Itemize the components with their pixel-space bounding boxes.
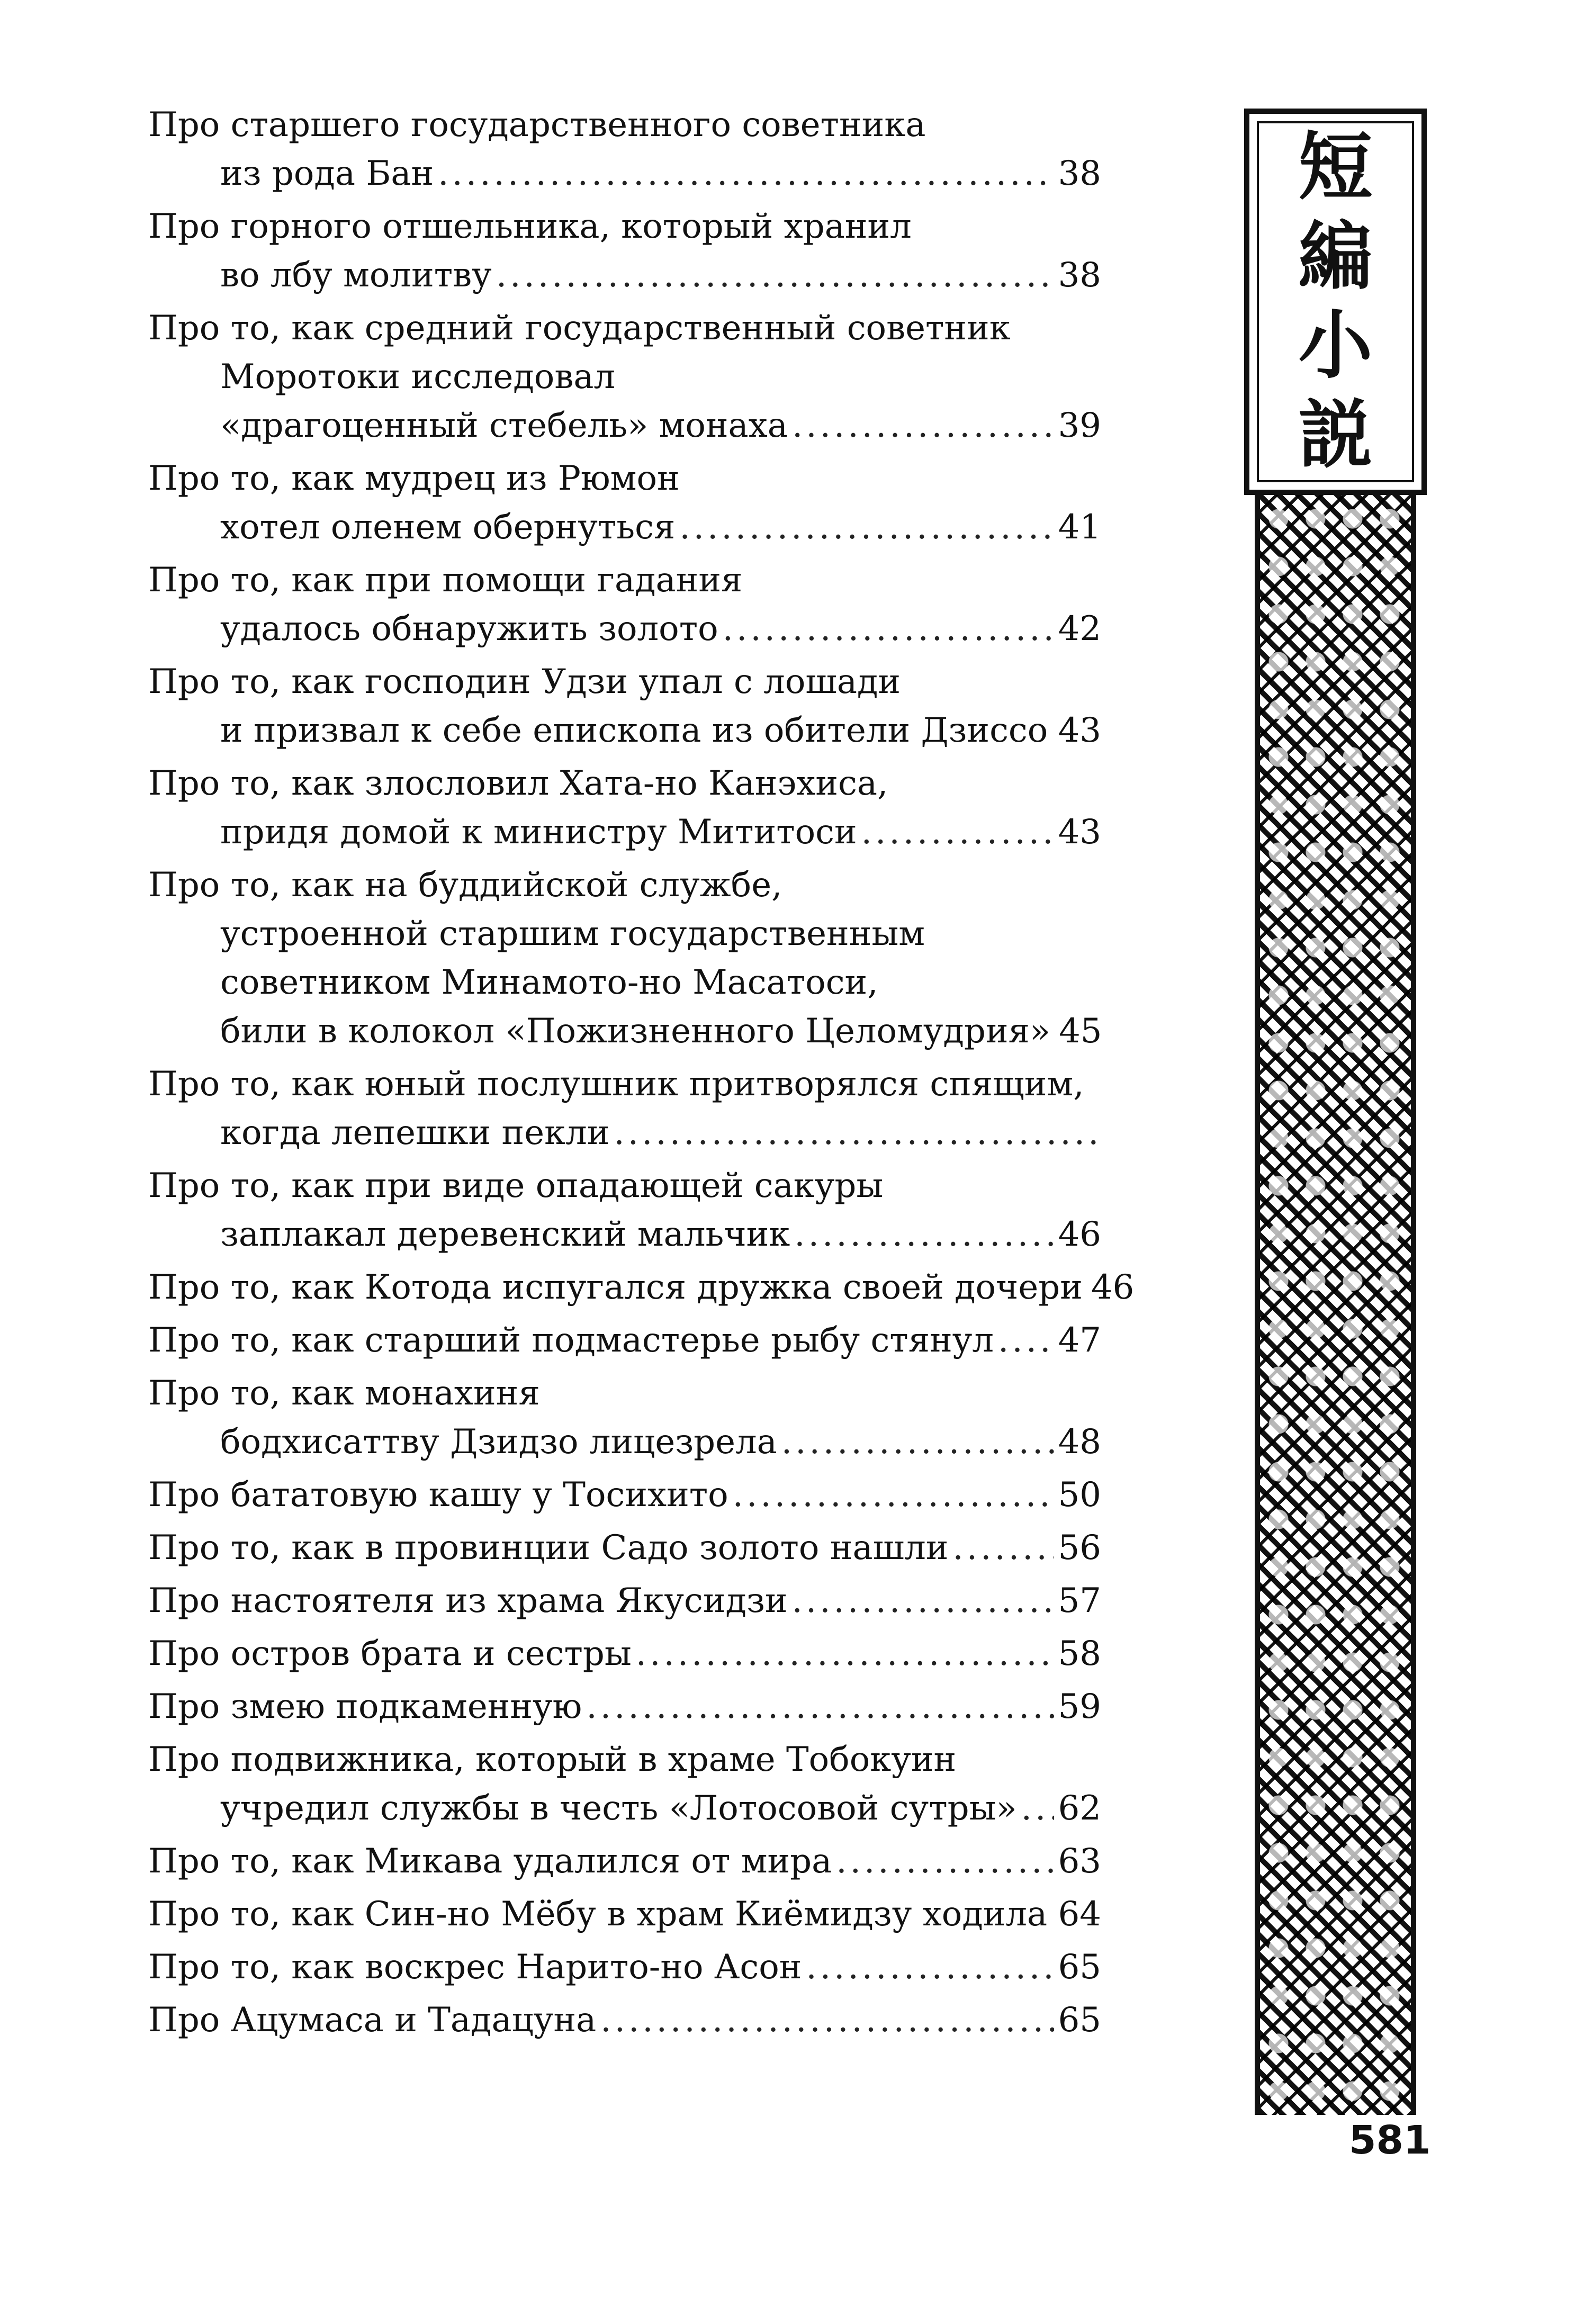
toc-entry-page: 38 (1058, 154, 1101, 193)
dot-leader (1021, 1784, 1054, 1833)
toc-entry-title-line (148, 1682, 1101, 1731)
toc-entry (148, 657, 1101, 755)
toc-entry-text: Про то, как господин Удзи упал с лошади (148, 662, 901, 701)
dot-leader (998, 1316, 1054, 1365)
table-of-contents (148, 101, 1135, 2044)
toc-entry-title-line (148, 304, 1101, 353)
toc-entry (148, 1060, 1101, 1157)
toc-entry-text: придя домой к министру Мититоси (220, 813, 857, 852)
toc-entry-text: Про то, как на буддийской службе, (148, 866, 782, 905)
toc-entry (148, 1577, 1101, 1625)
toc-entry-text: устроенной старшим государственным (220, 914, 925, 953)
toc-entry (148, 556, 1101, 653)
toc-entry (148, 1316, 1101, 1365)
toc-entry-text: учредил службы в честь «Лотосовой сутры» (220, 1789, 1017, 1828)
toc-entry-text: из рода Бан (220, 154, 434, 193)
toc-entry-continuation-line (148, 503, 1101, 552)
toc-entry-title-line (148, 1316, 1101, 1365)
toc-entry-text: Про то, как старший подмастерье рыбу стянул (148, 1321, 994, 1360)
dot-leader (781, 1418, 1054, 1466)
dot-leader (861, 808, 1054, 857)
toc-entry-page: 65 (1058, 1948, 1101, 1987)
toc-entry-continuation-line (148, 1418, 1101, 1466)
toc-entry-title-line (148, 1060, 1101, 1109)
toc-entry-continuation-line (148, 401, 1101, 450)
dot-leader (636, 1629, 1054, 1678)
toc-entry-title-line (148, 101, 1101, 149)
toc-entry-continuation-line (148, 251, 1101, 300)
toc-entry-text: Про то, как монахиня (148, 1374, 540, 1413)
toc-entry-text: били в колокол «Пожизненного Целомудрия» (220, 1012, 1051, 1051)
toc-entry-title-line (148, 1161, 1101, 1210)
toc-entry-title-line (148, 1996, 1101, 2044)
toc-entry (148, 1524, 1101, 1572)
toc-entry-title-line (148, 1524, 1101, 1572)
toc-entry-text: «драгоценный стебель» монаха (220, 406, 788, 445)
toc-entry (148, 454, 1101, 552)
toc-entry-title-line (148, 454, 1101, 503)
banner-title-inner (1257, 121, 1414, 482)
toc-entry-page: 58 (1058, 1634, 1101, 1673)
toc-entry-continuation-line (148, 1007, 1101, 1056)
toc-entry-page: 47 (1058, 1321, 1101, 1360)
toc-entry-title-line (148, 1577, 1101, 1625)
toc-entry (148, 1735, 1101, 1833)
toc-entry-title-line (148, 1735, 1101, 1784)
toc-entry-text: Про бататовую кашу у Тосихито (148, 1475, 728, 1515)
toc-entry (148, 1369, 1101, 1466)
banner-glyph: 短 (1298, 124, 1373, 211)
toc-entry (148, 861, 1101, 1056)
toc-entry-page: 50 (1058, 1475, 1101, 1515)
toc-entry-page: 38 (1058, 256, 1101, 295)
toc-entry-text: бодхисаттву Дзидзо лицезрела (220, 1422, 777, 1462)
toc-entry-text: Про то, как при помощи гадания (148, 561, 743, 600)
toc-entry-text: Про то, как мудрец из Рюмон (148, 459, 680, 498)
toc-entry-text: удалось обнаружить золото (220, 609, 718, 648)
toc-entry-page: 62 (1058, 1789, 1101, 1828)
toc-entry-text: когда лепешки пекли (220, 1113, 610, 1152)
dot-leader (1052, 706, 1054, 755)
dot-leader (733, 1471, 1054, 1519)
toc-entry-page: 46 (1091, 1268, 1135, 1307)
toc-entry-text: Про старшего государственного советника (148, 105, 926, 145)
toc-entry-title-line (148, 1629, 1101, 1678)
banner-glyph: 編 (1298, 213, 1373, 300)
dot-leader (438, 149, 1054, 198)
dot-leader (792, 1577, 1054, 1625)
toc-entry-continuation-line (148, 149, 1101, 198)
toc-entry (148, 304, 1101, 450)
toc-entry-text: во лбу молитву (220, 256, 492, 295)
banner-title-box (1244, 109, 1427, 495)
dot-leader (1051, 1890, 1054, 1939)
toc-entry-continuation-line (148, 353, 1101, 401)
toc-entry-text: Про то, как злословил Хата-но Канэхиса, (148, 764, 888, 803)
toc-entry-page: 59 (1058, 1687, 1101, 1726)
toc-entry-title-line (148, 1471, 1101, 1519)
toc-entry-text: хотел оленем обернуться (220, 508, 676, 547)
toc-entry (148, 1682, 1101, 1731)
dot-leader (836, 1837, 1054, 1886)
toc-entry-continuation-line (148, 605, 1101, 653)
dot-leader (794, 1210, 1054, 1259)
toc-entry (148, 1263, 1135, 1312)
toc-entry-page: 45 (1059, 1012, 1102, 1051)
toc-entry-text: Про то, как при виде опадающей сакуры (148, 1166, 884, 1205)
toc-entry (148, 1629, 1101, 1678)
toc-entry (148, 1161, 1101, 1259)
toc-entry-continuation-line (148, 808, 1101, 857)
toc-entry-title-line (148, 202, 1101, 251)
toc-entry-page: 39 (1058, 406, 1101, 445)
toc-entry-text: Про то, как воскрес Нарито-но Асон (148, 1948, 802, 1987)
toc-entry-text: Про змею подкаменную (148, 1687, 582, 1726)
toc-entry-page: 64 (1058, 1895, 1101, 1934)
toc-entry-continuation-line (148, 1784, 1101, 1833)
toc-entry (148, 1837, 1101, 1886)
toc-entry-page: 56 (1058, 1528, 1101, 1568)
dot-leader (952, 1524, 1054, 1572)
toc-entry-title-line (148, 1263, 1135, 1312)
toc-entry-page: 41 (1058, 508, 1101, 547)
toc-entry-title-line (148, 556, 1101, 605)
toc-entry-text: Про то, как Микава удалился от мира (148, 1842, 832, 1881)
toc-entry-page: 42 (1058, 609, 1101, 648)
toc-entry-continuation-line (148, 1210, 1101, 1259)
toc-entry-title-line (148, 657, 1101, 706)
toc-entry-title-line (148, 1837, 1101, 1886)
page-number: 581 (1349, 2118, 1431, 2163)
toc-entry-text: Про настоятеля из храма Якусидзи (148, 1581, 788, 1620)
toc-entry-page: 63 (1058, 1842, 1101, 1881)
toc-entry-continuation-line (148, 958, 1101, 1007)
toc-entry-text: и призвал к себе епископа из обители Дзиссо (220, 711, 1048, 750)
dot-leader (723, 605, 1054, 653)
banner-glyph: 小 (1298, 303, 1373, 390)
toc-entry-continuation-line (148, 706, 1101, 755)
toc-entry-text: Про то, как Син-но Мёбу в храм Киёмидзу ходила (148, 1895, 1048, 1934)
banner-glyph: 説 (1298, 392, 1373, 479)
banner-ornament-overlay (1260, 495, 1411, 2115)
toc-entry-text: Про подвижника, который в храме Тобокуин (148, 1740, 957, 1779)
dot-leader (614, 1109, 1097, 1157)
dot-leader (496, 251, 1054, 300)
toc-entry (148, 1471, 1101, 1519)
toc-entry-text: советником Минамото-но Масатоси, (220, 963, 878, 1002)
toc-entry-title-line (148, 861, 1101, 909)
toc-entry-title-line (148, 1369, 1101, 1418)
dot-leader (806, 1943, 1054, 1992)
toc-entry-text: Про горного отшельника, который хранил (148, 207, 912, 246)
toc-entry (148, 101, 1101, 198)
toc-entry (148, 1890, 1101, 1939)
toc-entry (148, 759, 1101, 857)
toc-entry (148, 1996, 1101, 2044)
toc-entry-text: Моротоки исследовал (220, 357, 616, 397)
toc-entry-text: заплакал деревенский мальчик (220, 1215, 790, 1254)
toc-entry-text: Про то, как юный послушник притворялся спящим, (148, 1065, 1084, 1104)
dot-leader (792, 401, 1054, 450)
toc-entry-continuation-line (148, 909, 1101, 958)
toc-entry-text: Про то, как Котода испугался дружка своей дочери (148, 1268, 1083, 1307)
toc-entry-page: 46 (1058, 1215, 1101, 1254)
toc-entry-continuation-line (148, 1109, 1101, 1157)
toc-entry-page: 48 (1058, 1422, 1101, 1462)
toc-entry-title-line (148, 1943, 1101, 1992)
dot-leader (679, 503, 1054, 552)
toc-entry-text: Про то, как в провинции Садо золото нашли (148, 1528, 949, 1568)
toc-entry-text: Про то, как средний государственный советник (148, 309, 1011, 348)
dot-leader (586, 1682, 1054, 1731)
dot-leader (600, 1996, 1054, 2044)
toc-entry-page: 43 (1058, 813, 1101, 852)
toc-entry-page: 43 (1058, 711, 1101, 750)
toc-entry-page: 65 (1058, 2001, 1101, 2040)
toc-entry-title-line (148, 1890, 1101, 1939)
toc-entry-text: Про остров брата и сестры (148, 1634, 632, 1673)
side-banner (1244, 109, 1427, 2115)
toc-entry-title-line (148, 759, 1101, 808)
toc-entry-page: 57 (1058, 1581, 1101, 1620)
toc-entry (148, 202, 1101, 300)
toc-entry-text: Про Ацумаса и Тадацуна (148, 2001, 597, 2040)
toc-entry (148, 1943, 1101, 1992)
